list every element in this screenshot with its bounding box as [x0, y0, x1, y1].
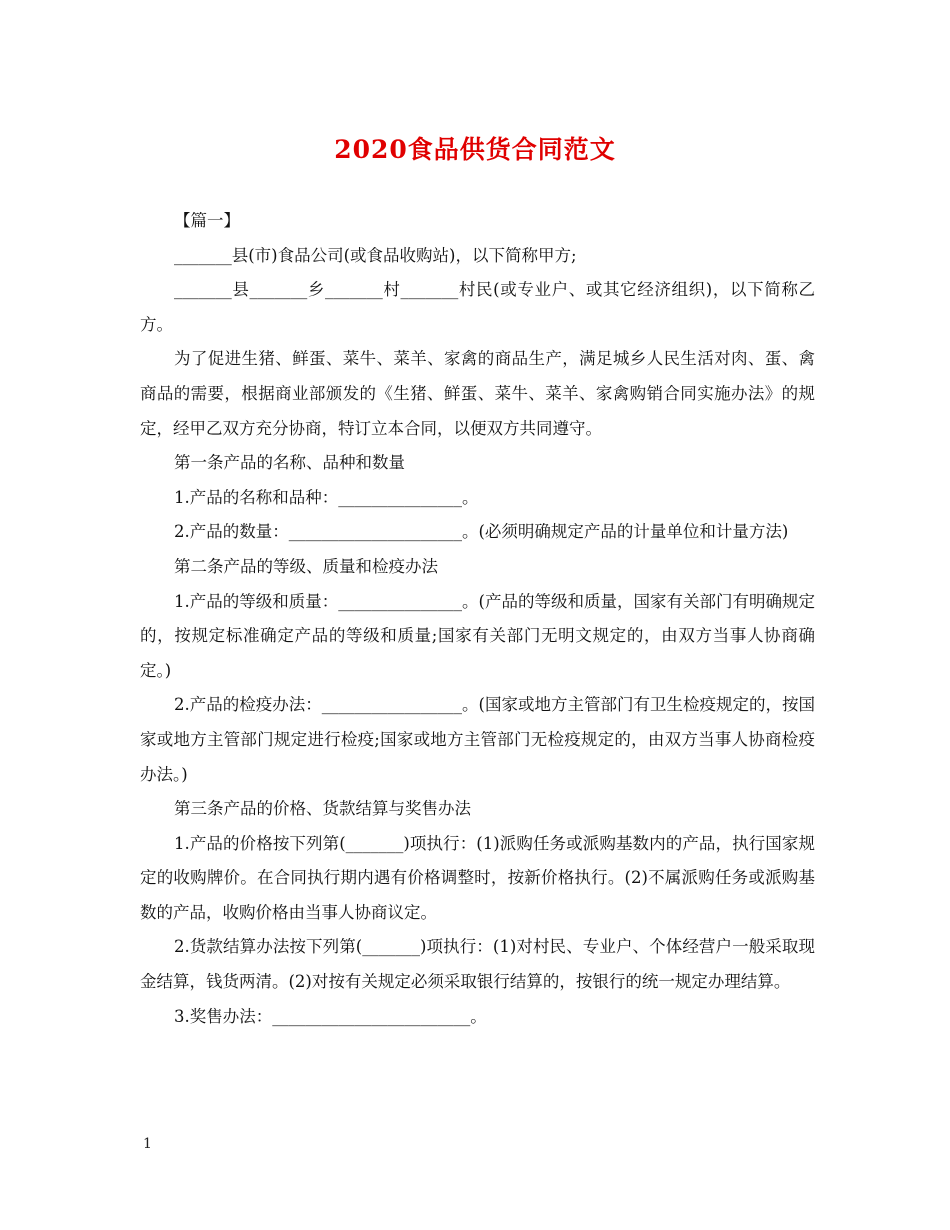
article-3-item-2: 2.货款结算办法按下列第(_______)项执行：(1)对村民、专业户、个体经营户一般采取现金结算，钱货两清。(2)对按有关规定必须采取银行结算的，按银行的统一规定办理结算。 [140, 937, 815, 992]
article-2-item-2: 2.产品的检疫办法：_________________。(国家或地方主管部门有卫生检疫规定的，按国家或地方主管部门规定进行检疫;国家或地方主管部门无检疫规定的，由双方当事人协商检疫办法。) [140, 695, 815, 784]
article-2-item-1: 1.产品的等级和质量：_______________。(产品的等级和质量，国家有关部门有明确规定的，按规定标准确定产品的等级和质量;国家有关部门无明文规定的，由双方当事人协商确定。) [140, 591, 815, 680]
preamble-paragraph: 为了促进生猪、鲜蛋、菜牛、菜羊、家禽的商品生产，满足城乡人民生活对肉、蛋、禽商品的需要，根据商业部颁发的《生猪、鲜蛋、菜牛、菜羊、家禽购销合同实施办法》的规定，经甲乙双方充分协商，特订立本合同，以便双方共同遵守。 [140, 349, 815, 438]
article-1-item-2: 2.产品的数量：_____________________。(必须明确规定产品的计量单位和计量方法) [174, 522, 789, 542]
article-3-item-1: 1.产品的价格按下列第(_______)项执行：(1)派购任务或派购基数内的产品，执行国家规定的收购牌价。在合同执行期内遇有价格调整时，按新价格执行。(2)不属派购任务或派购基数的产品，收购价格由当事人协商议定。 [140, 833, 815, 922]
document-body [140, 204, 815, 1034]
article-3-heading: 第三条产品的价格、货款结算与奖售办法 [174, 799, 471, 819]
party-a-line: _______县(市)食品公司(或食品收购站)，以下简称甲方; [174, 245, 577, 265]
page-title: 2020食品供货合同范文 [334, 135, 616, 164]
article-2-heading: 第二条产品的等级、质量和检疫办法 [174, 556, 438, 576]
article-3-item-3: 3.奖售办法：________________________。 [174, 1006, 487, 1026]
page-number: 1 [143, 1136, 152, 1152]
article-1-item-1: 1.产品的名称和品种：_______________。 [174, 487, 479, 507]
party-b-line: _______县_______乡_______村_______村民(或专业户、或其它经济组织)，以下简称乙方。 [140, 280, 815, 334]
section-heading-part-one: 【篇一】 [174, 211, 240, 230]
article-1-heading: 第一条产品的名称、品种和数量 [174, 453, 405, 473]
